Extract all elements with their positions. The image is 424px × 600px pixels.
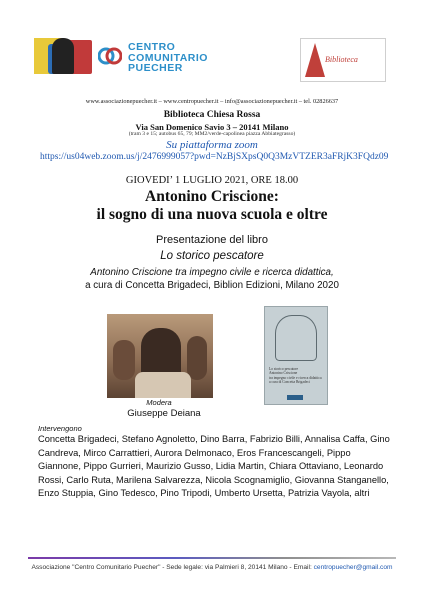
biblioteca-logo-text: Biblioteca [325, 55, 358, 64]
book-cover-text: Lo storico pescatore Antonino Criscione tra impegno civile e ricerca didattica a cura di Concetta Brigadeci [269, 367, 322, 385]
contacts-line: www.associazionepuecher.it – www.centropuecher.it – info@associazionepuecher.it – tel. 02826637 [85, 98, 339, 105]
book-subtitle: Antonino Criscione tra impegno civile e ricerca didattica, [90, 267, 334, 278]
zoom-label: Su piattaforma zoom [166, 139, 258, 151]
footer-email-link[interactable]: centropuecher@gmail.com [313, 564, 393, 571]
cittadinanza-logo [34, 38, 94, 76]
footer-divider [28, 557, 396, 559]
event-title-line2: il sogno di una nuova scuola e oltre [96, 206, 328, 223]
event-date: GIOVEDI’ 1 LUGLIO 2021, ORE 18.00 [125, 175, 299, 186]
moderator-label: Modera [146, 398, 172, 407]
zoom-link[interactable]: https://us04web.zoom.us/j/2476999057?pwd=NzBjSXpsQ0Q3MzVTZER3aFRjK3FQdz09 [40, 152, 389, 162]
book-editor: a cura di Concetta Brigadeci, Biblion Edizioni, Milano 2020 [85, 280, 339, 291]
speakers-label: Intervengono [38, 424, 82, 433]
transport-info: (tram 3 e 15; autobus 65, 79; MM2/verde-capolinea piazza Abbiategrasso) [128, 131, 296, 137]
footer [0, 564, 424, 571]
book-title: Lo storico pescatore [160, 250, 264, 262]
address: Via San Domenico Savio 3 – 20141 Milano [135, 122, 289, 132]
centro-puecher-mark-icon [98, 44, 122, 68]
presentation-label: Presentazione del libro [156, 234, 268, 246]
event-title-line1: Antonino Criscione: [145, 188, 279, 205]
speakers-list: Concetta Brigadeci, Stefano Agnoletto, Dino Barra, Fabrizio Billi, Annalisa Caffa, Gino Candreva, Mirco Carrattieri, Aurora Delmonaco, Eros Francescangeli, Pippo Giannone, Pippo Gurrieri, Maurizio Gusso, Lidia Martin, Chiara Ottaviano, Leonardo Rossi, Carlo Ruta, Marilena Salvarezza, Nicola Scognamiglio, Giovanna Stanganello, Enzo Stuppia, Gino Tedesco, Pino Tripodi, Umberto Ursetta, Patrizia Vayola, altri [38, 434, 390, 498]
book-cover [264, 306, 328, 405]
footer-text: Associazione "Centro Comunitario Puecher" - Sede legale: via Palmieri 8, 20141 Milano - Email: [31, 564, 314, 571]
criscione-photo [107, 314, 213, 398]
library-name: Biblioteca Chiesa Rossa [163, 110, 261, 120]
biblioteca-logo [300, 38, 386, 82]
centro-puecher-logo-text: CENTRO COMUNITARIO PUECHER [128, 41, 208, 74]
moderator-name: Giuseppe Deiana [127, 408, 201, 419]
